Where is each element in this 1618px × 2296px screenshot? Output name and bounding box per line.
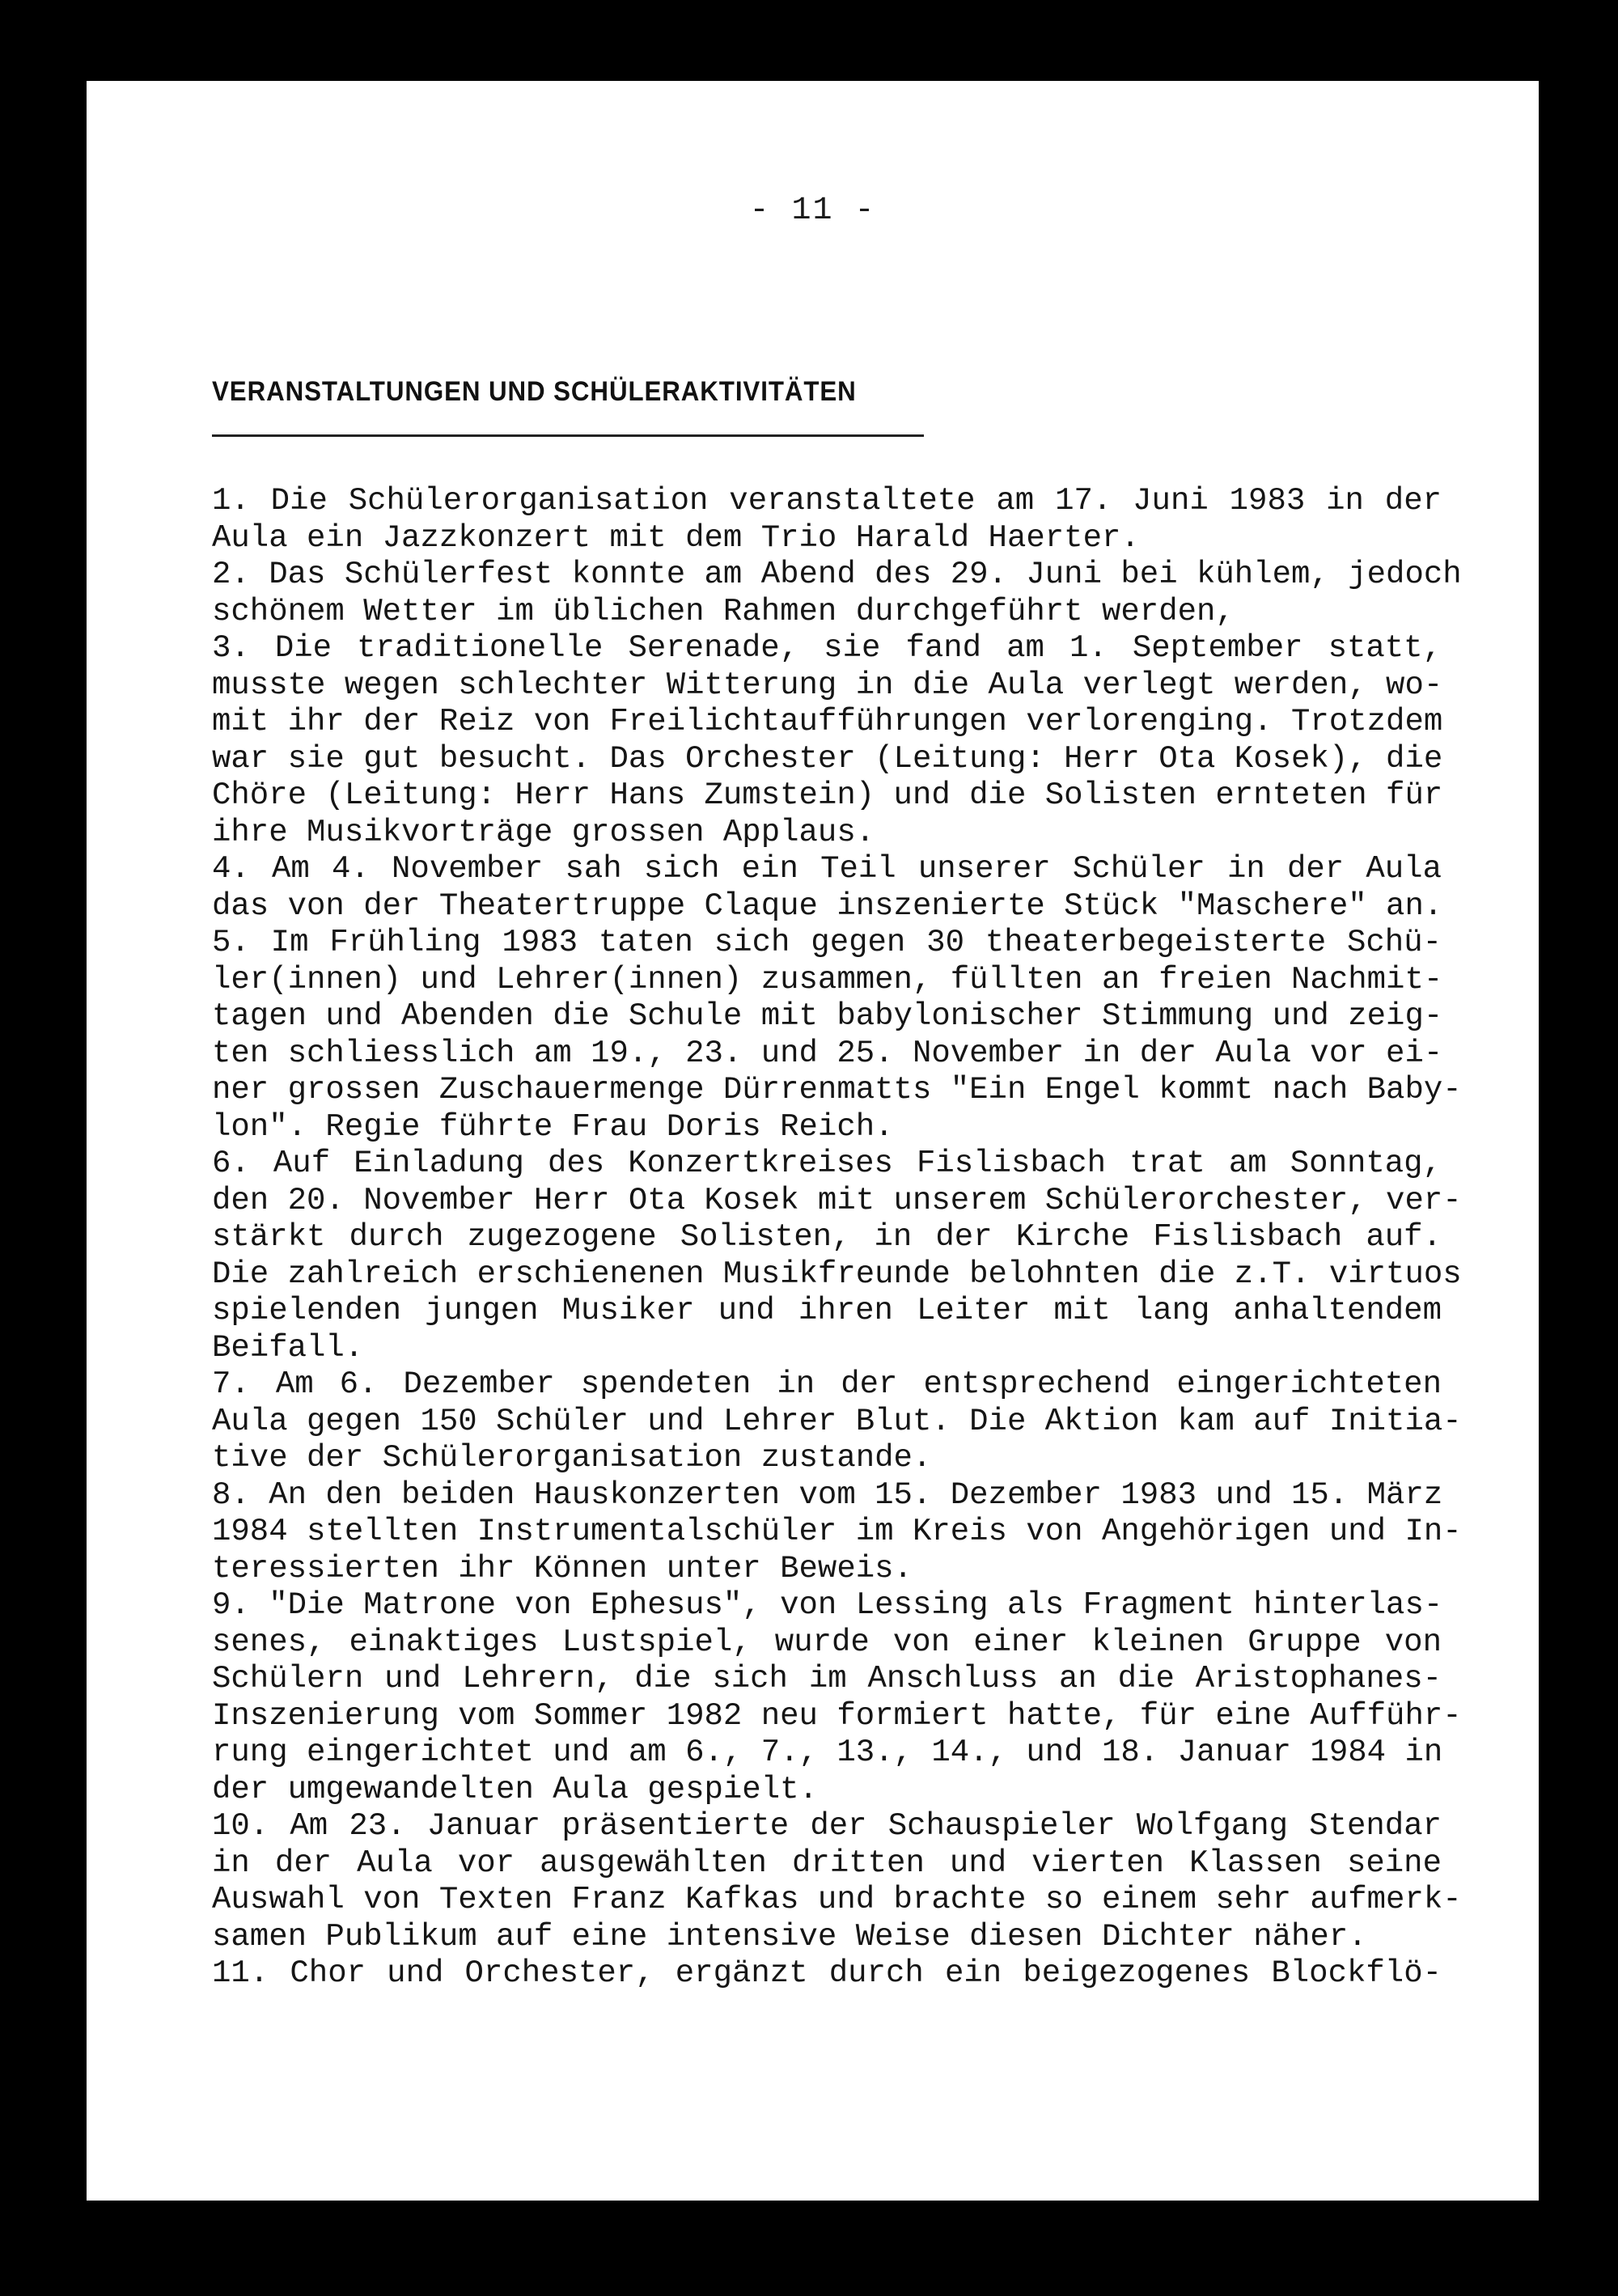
text-line: rung eingerichtet und am 6., 7., 13., 14., und 18. Januar 1984 in: [212, 1735, 1443, 1770]
text-line: Die zahlreich erschienenen Musikfreunde belohnten die z.T. virtuos: [212, 1256, 1462, 1292]
text-line: in der Aula vor ausgewählten dritten und vierten Klassen seine: [212, 1845, 1442, 1881]
text-line: samen Publikum auf eine intensive Weise diesen Dichter näher.: [212, 1918, 1367, 1955]
text-line: 9. "Die Matrone von Ephesus", von Lessing als Fragment hinterlas-: [212, 1587, 1443, 1623]
text-line: Schülern und Lehrern, die sich im Anschluss an die Aristophanes-: [212, 1661, 1442, 1697]
text-line: 4. Am 4. November sah sich ein Teil unserer Schüler in der Aula: [212, 851, 1442, 887]
text-line: das von der Theatertruppe Claque inszenierte Stück "Maschere" an.: [212, 887, 1443, 924]
text-line: spielenden jungen Musiker und ihren Leiter mit lang anhaltendem: [212, 1293, 1442, 1328]
text-line: 2. Das Schülerfest konnte am Abend des 29. Juni bei kühlem, jedoch: [212, 557, 1462, 592]
text-line: Aula ein Jazzkonzert mit dem Trio Harald Haerter.: [212, 519, 1140, 556]
text-line: teressierten ihr Können unter Beweis.: [212, 1550, 913, 1586]
text-line: 1984 stellten Instrumentalschüler im Kreis von Angehörigen und In-: [212, 1514, 1462, 1549]
text-line: der umgewandelten Aula gespielt.: [212, 1771, 818, 1807]
text-line: ler(innen) und Lehrer(innen) zusammen, füllten an freien Nachmit-: [212, 961, 1443, 998]
text-line: 8. An den beiden Hauskonzerten vom 15. Dezember 1983 und 15. März: [212, 1476, 1443, 1513]
text-line: 7. Am 6. Dezember spendeten in der entsprechend eingerichteten: [212, 1366, 1442, 1402]
text-line: Chöre (Leitung: Herr Hans Zumstein) und die Solisten ernteten für: [212, 777, 1443, 813]
text-line: Aula gegen 150 Schüler und Lehrer Blut. Die Aktion kam auf Initia-: [212, 1403, 1462, 1439]
text-line: den 20. November Herr Ota Kosek mit unserem Schülerorchester, ver-: [212, 1182, 1462, 1218]
text-line: 10. Am 23. Januar präsentierte der Schauspieler Wolfgang Stendar: [212, 1808, 1442, 1844]
text-line: 6. Auf Einladung des Konzertkreises Fislisbach trat am Sonntag,: [212, 1146, 1442, 1181]
text-line: Auswahl von Texten Franz Kafkas und brachte so einem sehr aufmerk-: [212, 1882, 1462, 1917]
text-line: stärkt durch zugezogene Solisten, in der Kirche Fislisbach auf.: [212, 1219, 1442, 1255]
document-page: [87, 81, 1539, 2201]
text-line: ihre Musikvorträge grossen Applaus.: [212, 814, 875, 850]
heading-underline: [212, 434, 924, 437]
text-line: ten schliesslich am 19., 23. und 25. November in der Aula vor ei-: [212, 1035, 1443, 1071]
body-text: [212, 483, 1462, 1993]
section-heading: VERANSTALTUNGEN UND SCHÜLERAKTIVITÄTEN: [212, 376, 857, 407]
text-line: lon". Regie führte Frau Doris Reich.: [212, 1108, 894, 1145]
text-line: war sie gut besucht. Das Orchester (Leitung: Herr Ota Kosek), die: [212, 740, 1443, 777]
text-line: musste wegen schlechter Witterung in die Aula verlegt werden, wo-: [212, 667, 1443, 703]
text-line: ner grossen Zuschauermenge Dürrenmatts "Ein Engel kommt nach Baby-: [212, 1072, 1462, 1108]
text-line: senes, einaktiges Lustspiel, wurde von einer kleinen Gruppe von: [212, 1624, 1442, 1660]
text-line: 1. Die Schülerorganisation veranstaltete am 17. Juni 1983 in der: [212, 483, 1442, 519]
text-line: 11. Chor und Orchester, ergänzt durch ein beigezogenes Blockflö-: [212, 1955, 1442, 1991]
text-line: 5. Im Frühling 1983 taten sich gegen 30 theaterbegeisterte Schü-: [212, 925, 1442, 960]
text-line: schönem Wetter im üblichen Rahmen durchgeführt werden,: [212, 593, 1235, 629]
text-line: Beifall.: [212, 1329, 364, 1366]
text-line: tagen und Abenden die Schule mit babylonischer Stimmung und zeig-: [212, 998, 1443, 1034]
text-line: mit ihr der Reiz von Freilichtaufführungen verlorenging. Trotzdem: [212, 704, 1443, 739]
text-line: Inszenierung vom Sommer 1982 neu formiert hatte, für eine Aufführ-: [212, 1697, 1462, 1734]
page-number: - 11 -: [749, 193, 876, 229]
text-line: tive der Schülerorganisation zustande.: [212, 1440, 932, 1476]
text-line: 3. Die traditionelle Serenade, sie fand am 1. September statt,: [212, 630, 1442, 666]
